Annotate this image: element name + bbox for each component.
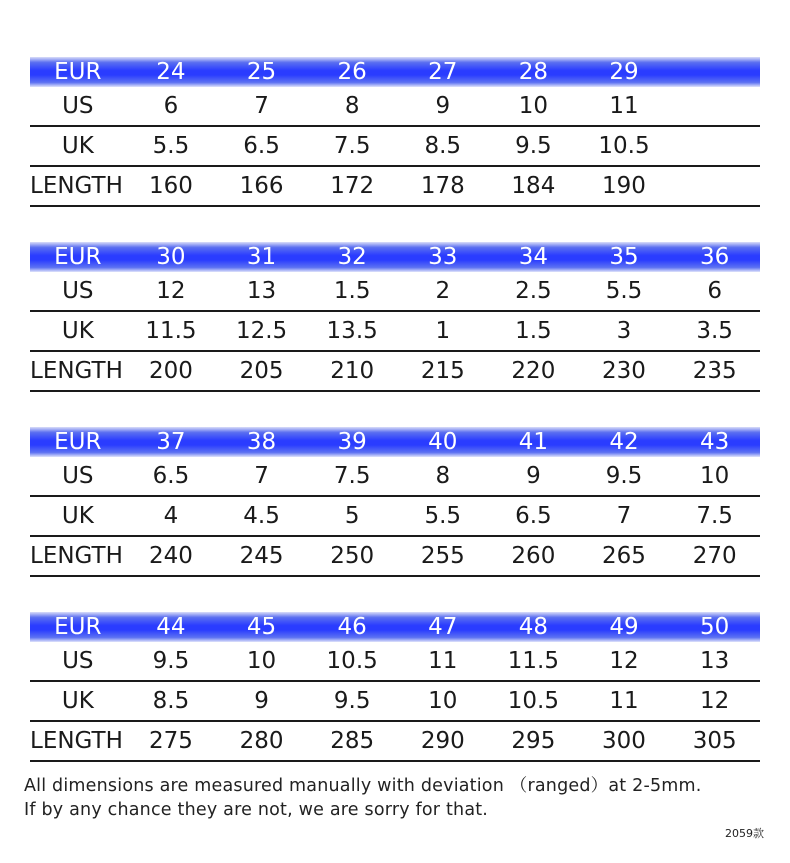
eur-cell: 37	[126, 427, 217, 457]
uk-row	[30, 126, 760, 166]
eur-cell: 31	[216, 242, 307, 272]
uk-cell: 10.5	[579, 126, 670, 166]
eur-cell: 26	[307, 57, 398, 87]
disclaimer-line-2: If by any chance they are not, we are sorry for that.	[24, 800, 489, 820]
length-cell: 280	[216, 721, 307, 761]
length-row	[30, 721, 760, 761]
length-label: LENGTH	[30, 166, 126, 206]
eur-cell: 33	[397, 242, 488, 272]
length-cell: 230	[579, 351, 670, 391]
us-cell: 7	[216, 87, 307, 126]
uk-row	[30, 311, 760, 351]
eur-cell: 49	[579, 612, 670, 642]
uk-cell: 8.5	[397, 126, 488, 166]
uk-cell: 7	[579, 496, 670, 536]
us-cell: 13	[669, 642, 760, 681]
us-row	[30, 87, 760, 126]
us-cell: 13	[216, 272, 307, 311]
us-row	[30, 642, 760, 681]
us-cell: 10	[669, 457, 760, 496]
us-cell: 10	[216, 642, 307, 681]
disclaimer-line-1: All dimensions are measured manually with deviation （ranged）at 2-5mm.	[24, 776, 702, 796]
length-cell: 166	[216, 166, 307, 206]
uk-row	[30, 496, 760, 536]
uk-cell: 10	[397, 681, 488, 721]
uk-cell: 12.5	[216, 311, 307, 351]
length-label: LENGTH	[30, 351, 126, 391]
us-cell: 5.5	[579, 272, 670, 311]
us-row	[30, 457, 760, 496]
uk-cell: 7.5	[307, 126, 398, 166]
eur-cell: 35	[579, 242, 670, 272]
length-label: LENGTH	[30, 536, 126, 576]
us-label: US	[30, 457, 126, 496]
length-cell: 305	[669, 721, 760, 761]
eur-cell: 50	[669, 612, 760, 642]
length-cell: 172	[307, 166, 398, 206]
eur-label: EUR	[30, 57, 126, 87]
uk-label: UK	[30, 311, 126, 351]
us-cell: 7.5	[307, 457, 398, 496]
uk-cell: 5.5	[397, 496, 488, 536]
uk-cell: 3	[579, 311, 670, 351]
length-cell: 190	[579, 166, 670, 206]
eur-cell: 27	[397, 57, 488, 87]
length-cell: 260	[488, 536, 579, 576]
length-cell: 270	[669, 536, 760, 576]
eur-row	[30, 612, 760, 642]
eur-cell: 30	[126, 242, 217, 272]
eur-cell: 36	[669, 242, 760, 272]
eur-cell: 47	[397, 612, 488, 642]
eur-cell: 34	[488, 242, 579, 272]
uk-row	[30, 681, 760, 721]
us-cell: 2.5	[488, 272, 579, 311]
length-cell: 240	[126, 536, 217, 576]
uk-cell: 4	[126, 496, 217, 536]
uk-cell: 7.5	[669, 496, 760, 536]
model-number: 2059款	[725, 827, 764, 840]
uk-cell: 4.5	[216, 496, 307, 536]
eur-cell: 29	[579, 57, 670, 87]
length-cell: 295	[488, 721, 579, 761]
uk-cell: 3.5	[669, 311, 760, 351]
us-cell: 6	[669, 272, 760, 311]
us-cell: 9.5	[579, 457, 670, 496]
length-cell: 215	[397, 351, 488, 391]
eur-row	[30, 242, 760, 272]
us-cell: 12	[579, 642, 670, 681]
length-label: LENGTH	[30, 721, 126, 761]
eur-cell: 45	[216, 612, 307, 642]
uk-cell: 11.5	[126, 311, 217, 351]
length-cell: 275	[126, 721, 217, 761]
us-cell: 11.5	[488, 642, 579, 681]
eur-label: EUR	[30, 427, 126, 457]
length-cell	[669, 166, 760, 206]
uk-label: UK	[30, 681, 126, 721]
us-cell: 6.5	[126, 457, 217, 496]
length-cell: 245	[216, 536, 307, 576]
uk-cell: 5.5	[126, 126, 217, 166]
uk-cell	[669, 126, 760, 166]
size-table-1	[30, 57, 760, 207]
length-cell: 300	[579, 721, 670, 761]
uk-cell: 9	[216, 681, 307, 721]
us-cell: 8	[397, 457, 488, 496]
us-row	[30, 272, 760, 311]
length-cell: 184	[488, 166, 579, 206]
uk-cell: 1.5	[488, 311, 579, 351]
eur-cell: 44	[126, 612, 217, 642]
uk-cell: 11	[579, 681, 670, 721]
us-cell: 9.5	[126, 642, 217, 681]
us-cell: 11	[579, 87, 670, 126]
us-cell: 7	[216, 457, 307, 496]
eur-cell: 42	[579, 427, 670, 457]
size-table-2	[30, 242, 760, 392]
length-row	[30, 166, 760, 206]
us-cell	[669, 87, 760, 126]
length-cell: 160	[126, 166, 217, 206]
length-cell: 220	[488, 351, 579, 391]
uk-label: UK	[30, 496, 126, 536]
uk-cell: 9.5	[488, 126, 579, 166]
eur-cell	[669, 57, 760, 87]
eur-label: EUR	[30, 612, 126, 642]
length-cell: 200	[126, 351, 217, 391]
us-label: US	[30, 87, 126, 126]
length-cell: 265	[579, 536, 670, 576]
eur-cell: 41	[488, 427, 579, 457]
uk-cell: 13.5	[307, 311, 398, 351]
us-cell: 9	[488, 457, 579, 496]
us-label: US	[30, 272, 126, 311]
us-cell: 11	[397, 642, 488, 681]
length-row	[30, 536, 760, 576]
us-cell: 1.5	[307, 272, 398, 311]
eur-cell: 43	[669, 427, 760, 457]
eur-label: EUR	[30, 242, 126, 272]
length-cell: 285	[307, 721, 398, 761]
length-cell: 178	[397, 166, 488, 206]
eur-cell: 38	[216, 427, 307, 457]
length-row	[30, 351, 760, 391]
eur-cell: 48	[488, 612, 579, 642]
uk-cell: 12	[669, 681, 760, 721]
eur-cell: 32	[307, 242, 398, 272]
us-cell: 10.5	[307, 642, 398, 681]
uk-cell: 10.5	[488, 681, 579, 721]
size-table-4	[30, 612, 760, 762]
eur-row	[30, 427, 760, 457]
eur-cell: 40	[397, 427, 488, 457]
us-label: US	[30, 642, 126, 681]
us-cell: 12	[126, 272, 217, 311]
us-cell: 10	[488, 87, 579, 126]
size-table-3	[30, 427, 760, 577]
us-cell: 8	[307, 87, 398, 126]
uk-cell: 9.5	[307, 681, 398, 721]
length-cell: 250	[307, 536, 398, 576]
eur-row	[30, 57, 760, 87]
eur-cell: 46	[307, 612, 398, 642]
uk-cell: 6.5	[488, 496, 579, 536]
us-cell: 2	[397, 272, 488, 311]
length-cell: 205	[216, 351, 307, 391]
uk-cell: 8.5	[126, 681, 217, 721]
uk-cell: 1	[397, 311, 488, 351]
length-cell: 255	[397, 536, 488, 576]
eur-cell: 25	[216, 57, 307, 87]
us-cell: 6	[126, 87, 217, 126]
eur-cell: 39	[307, 427, 398, 457]
length-cell: 235	[669, 351, 760, 391]
uk-label: UK	[30, 126, 126, 166]
us-cell: 9	[397, 87, 488, 126]
eur-cell: 28	[488, 57, 579, 87]
length-cell: 290	[397, 721, 488, 761]
uk-cell: 6.5	[216, 126, 307, 166]
uk-cell: 5	[307, 496, 398, 536]
length-cell: 210	[307, 351, 398, 391]
eur-cell: 24	[126, 57, 217, 87]
